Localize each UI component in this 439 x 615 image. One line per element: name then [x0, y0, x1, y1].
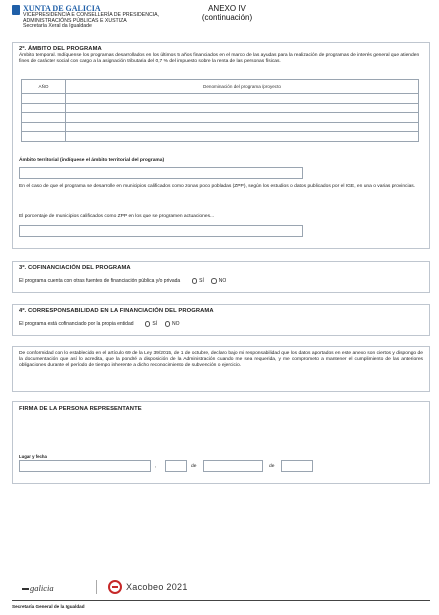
galicia-logo: [22, 583, 54, 593]
annex-title: ANEXO IV: [208, 4, 246, 13]
org-name: XUNTA DE GALICIA: [23, 4, 101, 13]
cofinanciacion-question-row: [19, 278, 226, 284]
month-input[interactable]: [203, 460, 263, 472]
table-row: [22, 132, 419, 142]
signature-title: FIRMA DE LA PERSONA REPRESENTANTE: [19, 406, 142, 412]
xunta-logo: [12, 4, 159, 30]
programs-table-wrap: [21, 79, 419, 142]
declaration-box: [12, 346, 430, 392]
cofinanciacion-no-option[interactable]: [211, 278, 226, 284]
footer-department: Secretaría General de la Igualdad: [12, 604, 85, 609]
program-cell[interactable]: [66, 122, 419, 132]
temporal-description: Ámbito temporal. Indíquense los programas desarrollados en los últimos 5 años financiados en el marco de las ayudas para la realización de programas de interés general que atienden fines de carácter social con cargo a la asignación tributaria del 0,7 % del impuesto sobre la renta de las personas físicas.: [19, 53, 420, 65]
section-corresponsabilidad-title: 4º. CORRESPONSABILIDAD EN LA FINANCIACIÓN DEL PROGRAMA: [19, 308, 214, 314]
col-year-header: AÑO: [22, 80, 66, 94]
signature-box: [12, 401, 430, 484]
xacobeo-mark-icon: [108, 580, 122, 594]
annex-subtitle: (continuación): [201, 13, 253, 22]
footer-rule: [12, 600, 430, 601]
corresponsabilidad-no-option[interactable]: [165, 321, 180, 327]
no-label: NO: [172, 321, 180, 328]
section-cofinanciacion: [12, 261, 430, 293]
radio-yes-icon[interactable]: [145, 321, 151, 327]
annex-heading: [192, 4, 262, 22]
yes-label: SÍ: [199, 278, 204, 285]
table-row: [22, 113, 419, 123]
galicia-mark-icon: [22, 588, 29, 589]
zpp-description: En el caso de que el programa se desarrolle en municipios calificados como zonas poco pobladas (ZPP), según los estudios o datos publicados por el IGE, en una o varias provincias.: [19, 184, 416, 189]
footer-divider: [96, 580, 97, 594]
org-line-3: Secretaría Xeral da Igualdade: [23, 23, 92, 30]
corresponsabilidad-question: El programa está cofinanciado por la propia entidad: [19, 321, 134, 328]
cofinanciacion-yes-option[interactable]: [192, 278, 204, 284]
table-row: [22, 103, 419, 113]
place-input[interactable]: [19, 460, 151, 472]
table-row: [22, 94, 419, 104]
cofinanciacion-question: El programa cuenta con otras fuentes de financiación pública y/o privada: [19, 278, 181, 285]
section-corresponsabilidad: [12, 304, 430, 336]
program-cell[interactable]: [66, 132, 419, 142]
corresponsabilidad-question-row: [19, 321, 180, 327]
territorial-label: Ámbito territorial (indíquese el ámbito territorial del programa): [19, 158, 165, 163]
radio-yes-icon[interactable]: [192, 278, 198, 284]
org-line-2: ADMINISTRACIÓNS PÚBLICAS E XUSTIZA: [23, 17, 127, 24]
radio-no-icon[interactable]: [165, 321, 171, 327]
de-separator-1: de: [191, 464, 197, 469]
xunta-emblem-icon: [12, 5, 20, 15]
year-cell[interactable]: [22, 103, 66, 113]
year-cell[interactable]: [22, 94, 66, 104]
section-cofinanciacion-title: 3º. COFINANCIACIÓN DEL PROGRAMA: [19, 265, 131, 271]
section-ambito: [12, 42, 430, 249]
xacobeo-logo: [108, 580, 188, 594]
no-label: NO: [218, 278, 227, 285]
corresponsabilidad-yes-option[interactable]: [145, 321, 157, 327]
program-cell[interactable]: [66, 94, 419, 104]
table-row: [22, 122, 419, 132]
yes-label: SÍ: [152, 321, 158, 328]
document-header: [12, 4, 432, 32]
de-separator-2: de: [269, 464, 275, 469]
table-header-row: [22, 80, 419, 94]
xacobeo-logo-text: Xacobeo 2021: [126, 582, 188, 592]
comma-separator: ,: [155, 464, 157, 469]
day-input[interactable]: [165, 460, 187, 472]
program-cell[interactable]: [66, 113, 419, 123]
territorial-input[interactable]: [19, 167, 303, 179]
place-date-label: Lugar y fecha: [19, 454, 47, 459]
programs-table: [21, 79, 419, 142]
org-line-1: VICEPRESIDENCIA E CONSELLERÍA DE PRESIDENCIA,: [23, 12, 160, 18]
col-program-header: Denominación del programa /proyecto: [66, 80, 419, 94]
zpp-percent-label: El porcentaje de municipios calificados como ZPP en los que se programen actuaciones...: [19, 214, 215, 219]
declaration-text: De conformidad con lo establecido en el artículo 69 de la Ley 39/2015, de 1 de octubre, declaro bajo mi responsabilidad que los datos aportados en este anexo son ciertos y dispongo de la documentación que así lo acredita, que la pondré a disposición de la Administración cuando me sea requerida, y me comprometo a mantener el cumplimiento de las anteriores obligaciones durante el período de tiempo inherente a dicho reconocimiento de subvención o ejercicio.: [19, 351, 423, 369]
zpp-percent-input[interactable]: [19, 225, 303, 237]
galicia-logo-text: galicia: [30, 583, 54, 593]
radio-no-icon[interactable]: [211, 278, 217, 284]
year-input[interactable]: [281, 460, 313, 472]
section-ambito-title: 2º. ÁMBITO DEL PROGRAMA: [19, 46, 102, 52]
year-cell[interactable]: [22, 113, 66, 123]
year-cell[interactable]: [22, 122, 66, 132]
program-cell[interactable]: [66, 103, 419, 113]
year-cell[interactable]: [22, 132, 66, 142]
